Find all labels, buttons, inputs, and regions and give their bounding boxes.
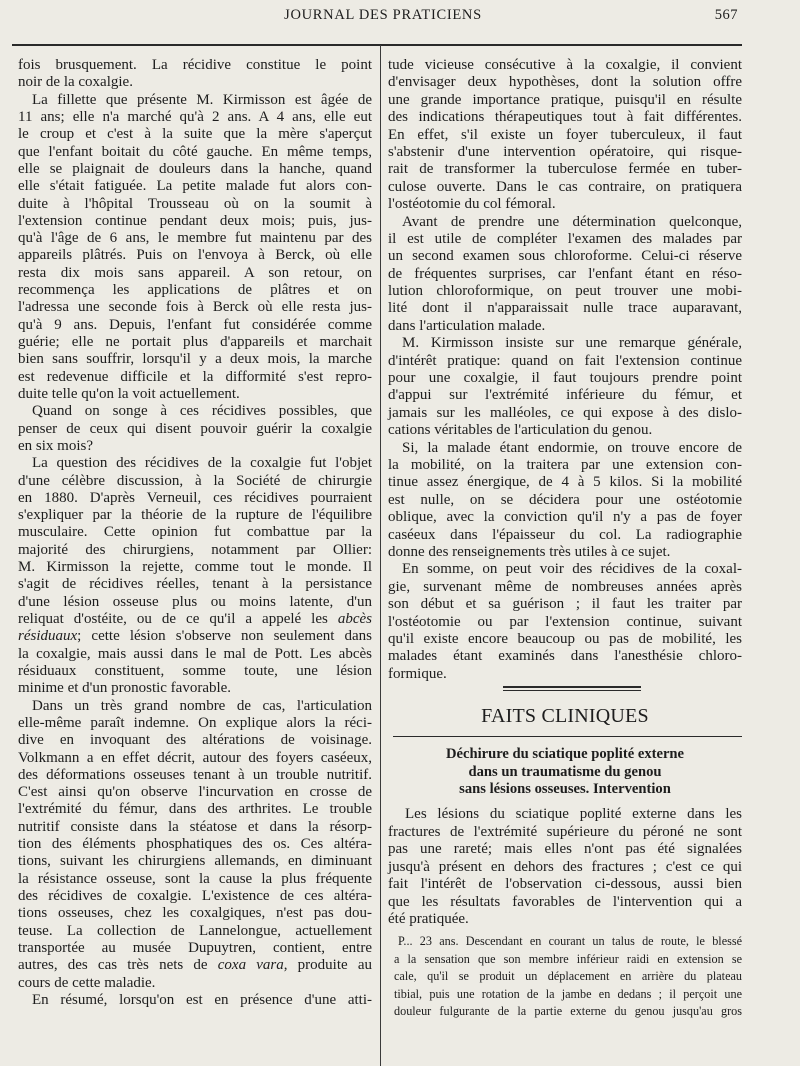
text-line: tibial, puis une rotation de la jambe en dedans ; il perçoit une — [394, 986, 742, 1001]
column-rule — [380, 45, 381, 1066]
text-line: l'adressa une seconde fois à Berck où elle resta jus- — [18, 299, 372, 316]
heading-rule — [393, 736, 742, 737]
paragraph — [18, 455, 372, 697]
text-line: de fréquentes surprises, car l'enfant étant en réso- — [388, 265, 742, 282]
text-line: transportée au musée Dupuytren, contient, entre — [18, 939, 372, 956]
text-line: résiduaux; cette lésion s'observe non seulement dans — [18, 628, 372, 645]
text-line: jamais sur les malléoles, ce qui expose à des dislo- — [388, 404, 742, 421]
text-line: C'est ainsi qu'on observe l'incurvation en crosse de — [18, 784, 372, 801]
text-line: la mobilité, on la traitera par une extension con- — [388, 456, 742, 473]
text-line: lité dont il n'apparaissait nulle trace auparavant, — [388, 300, 742, 317]
paragraph — [18, 992, 372, 1009]
text-line: en six mois? — [18, 437, 93, 454]
text-line: culose ouverte. Dans le cas contraire, on pratiquera — [388, 178, 742, 195]
text-line: qu'à l'âge de 6 ans, le membre fut maintenu par des — [18, 230, 372, 247]
text-line: fractures de l'extrémité supérieure du péroné ne sont — [388, 823, 742, 840]
text-line: un second examen sous chloroforme. Celui-ci réserve — [388, 248, 742, 265]
text-line: qu'à 9 ans. Depuis, l'enfant fut considérée comme — [18, 316, 372, 333]
paragraph — [18, 92, 372, 404]
article-title-line: dans un traumatisme du genou — [468, 763, 662, 780]
text-line: oblique, avec la conviction qu'il n'y a pas de foyer — [388, 509, 742, 526]
text-line: tions osseuses, chez les coxalgiques, n'est pas dou- — [18, 905, 372, 922]
text-line: recommença les applications de plâtres et on — [18, 282, 372, 299]
text-line: l'ostéotomie ou par l'extension continue, suivant — [388, 613, 742, 630]
text-line: d'appui sur l'extrémité inférieure du fémur, et — [388, 387, 742, 404]
text-line: bien sans souffrir, lorsqu'il y a deux mois, la marche — [18, 351, 372, 368]
text-line: minime et d'un pronostic favorable. — [18, 680, 232, 697]
text-line: l'ostéotomie du col fémoral. — [388, 196, 556, 213]
text-line: des récidives de coxalgie. L'existence de ces altéra- — [18, 888, 372, 904]
text-line: musculaire. Cette opinion fut combattue par la — [18, 524, 372, 541]
text-line: tion des éléments phosphatiques des os. Ces altéra- — [18, 836, 372, 853]
text-line: s'agit de récidives réelles, tenant à la persistance — [18, 576, 372, 593]
paragraph — [388, 806, 742, 929]
text-line: s'abstenir d'une intervention opératoire, qui risque- — [388, 143, 742, 160]
text-line: La fillette que présente M. Kirmisson est âgée de — [32, 91, 372, 108]
text-line: résiduaux constituent, somme toute, une lésion — [18, 662, 372, 679]
text-line: elle s'était fatiguée. La petite malade fut alors con- — [18, 178, 372, 195]
text-line: Si, la malade étant endormie, on trouve encore de — [402, 439, 742, 456]
paragraph — [18, 403, 372, 455]
text-line: que les résultats favorables de l'intervention qui a — [388, 893, 742, 910]
text-line: teuse. La collection de Lannelongue, actuellement — [18, 922, 372, 939]
text-line: son début et sa guérison ; il faut les traiter par — [388, 596, 742, 613]
text-line: En effet, s'il existe un foyer tuberculeux, il faut — [388, 126, 742, 143]
text-line: s'expliquer par la théorie de la rupture de l'équilibre — [18, 507, 372, 524]
text-line: Volkmann a en effet décrit, autour des foyers caséeux, — [18, 749, 372, 766]
text-line: cations véritables de l'articulation du genou. — [388, 422, 653, 439]
text-line: En résumé, lorsqu'on est en présence d'une atti- — [32, 991, 372, 1008]
text-line: cale, qu'il se produit un déplacement en arrière du plateau — [394, 969, 742, 983]
paragraph — [388, 214, 742, 336]
paragraph — [388, 561, 742, 683]
text-line: donne des renseignements très utiles à ce sujet. — [388, 543, 671, 560]
text-line: M. Kirmisson insiste sur une remarque générale, — [402, 335, 742, 352]
text-line: penser de ceux qui disent pouvoir guérir la coxalgie — [18, 420, 372, 437]
text-line: guérie; elle ne portait plus d'appareils et marchait — [18, 334, 372, 350]
text-line: le croup et c'est à la suite que la mère s'aperçut — [18, 126, 372, 143]
left-column — [18, 57, 372, 1009]
text-line: pas une rareté; mais elles n'ont pas été signalées — [388, 841, 742, 857]
ornament-rule — [503, 686, 641, 692]
text-line: a la sensation que son membre inférieur raidi en extension se — [394, 951, 742, 966]
text-line: que l'enfant boitait du côté gauche. En même temps, — [18, 143, 372, 160]
section-heading: FAITS CLINIQUES — [481, 705, 649, 727]
text-line: P... 23 ans. Descendant en courant un talus de route, le blessé — [398, 934, 742, 948]
text-line: Les lésions du sciatique poplité externe dans les — [405, 806, 742, 822]
text-line: noir de la coxalgie. — [18, 74, 133, 91]
text-line: d'une lésion osseuse plus ou moins latente, d'un — [18, 593, 372, 610]
paragraph — [388, 335, 742, 439]
text-line: est redevenue difficile et la difformité s'est repro- — [18, 368, 372, 385]
text-line: elle se plaignait de douleurs dans la hanche, quand — [18, 160, 372, 177]
paragraph — [18, 698, 372, 992]
text-line: il est utile de compléter l'examen des malades par — [388, 230, 742, 247]
text-line: dans l'articulation malade. — [388, 317, 546, 334]
text-line: d'une célèbre discussion, à la Société de chirurgie — [18, 472, 372, 489]
text-line: resta dix mois sans appareil. A son retour, on — [18, 264, 372, 281]
article-title-line: Déchirure du sciatique poplité externe — [445, 746, 685, 762]
text-line: nutritif consiste dans la stéatose et dans la résorp- — [18, 818, 372, 835]
text-line: formique. — [388, 665, 447, 682]
text-line: tude vicieuse consécutive à la coxalgie, il convient — [388, 57, 742, 73]
article-title-line: sans lésions osseuses. Intervention — [459, 781, 671, 797]
header-rule — [12, 44, 742, 46]
text-line: la coxalgie, mais aussi dans le mal de Pott. Les abcès — [18, 645, 372, 662]
text-line: malades étant examinés dans l'anesthésie chloro- — [388, 648, 742, 665]
case-note — [394, 933, 742, 1021]
right-column — [388, 57, 742, 683]
text-line: qu'il existe encore beaucoup ou pas de mobilité, les — [388, 630, 742, 647]
article-title — [388, 746, 742, 799]
text-line: pour une coxalgie, il faut toujours prendre point — [388, 370, 742, 387]
text-line: la résistance osseuse, sont la cause la plus fréquente — [18, 870, 372, 887]
text-line: l'extrémité du fémur, dans des arthrites. Le trouble — [18, 801, 372, 818]
text-line: duite telle qu'on la voit actuellement. — [18, 385, 240, 402]
text-line: une grande importance pratique, puisqu'il en résulte — [388, 91, 742, 108]
text-line: des déformations osseuses tenant à un trouble nutritif. — [18, 766, 372, 783]
text-line: caséeux dans l'épaisseur du col. La radiographie — [388, 526, 742, 543]
text-line: d'envisager deux hypothèses, dont la solution offre — [388, 74, 742, 91]
text-line: d'intérêt pratique: quand on fait l'extension continue — [388, 352, 742, 369]
text-line: M. Kirmisson la rejette, comme tout le monde. Il — [18, 559, 372, 576]
text-line: été pratiquée. — [388, 911, 469, 927]
text-line: en 1880. D'après Verneuil, ces récidives pourraient — [18, 489, 372, 506]
text-line: tions, suivant les chirurgiens allemands, en diminuant — [18, 853, 372, 870]
running-head: JOURNAL DES PRATICIENS — [284, 7, 482, 23]
text-line: La question des récidives de la coxalgie fut l'objet — [32, 455, 372, 472]
text-line: majorité des chirurgiens, notamment par Ollier: — [18, 541, 372, 558]
text-line: duite à l'hôpital Trousseau où on la soumit à — [18, 195, 372, 212]
text-line: fait l'intérêt de l'observation ci-dessous, aussi bien — [388, 876, 742, 892]
text-line: l'extension continue pendant deux mois; puis, jus- — [18, 212, 372, 229]
text-line: elle-même paraît indemne. On explique alors la réci- — [18, 714, 372, 731]
text-line: lution chloroformique, on peut trouver une mobi- — [388, 283, 742, 300]
text-line: est nulle, on se décidera pour une ostéotomie — [388, 491, 742, 508]
text-line: appareils plâtrés. Puis on l'envoya à Berck, où elle — [18, 247, 372, 264]
text-line: rait de transformer la tuberculose fermée en tuber- — [388, 161, 742, 178]
text-line: Avant de prendre une détermination quelconque, — [402, 213, 742, 230]
paragraph — [394, 933, 742, 1021]
text-line: En somme, on peut voir des récidives de la coxal- — [402, 561, 742, 578]
paragraph — [18, 57, 372, 92]
text-line: cours de cette maladie. — [18, 974, 156, 991]
italic-term: abcès — [337, 611, 372, 627]
paragraph — [388, 57, 742, 214]
text-line: fois brusquement. La récidive constitue le point — [18, 57, 372, 73]
page-number: 567 — [714, 7, 738, 23]
text-line: 11 ans; elle n'a marché qu'à 2 ans. A 4 ans, elle eut — [18, 108, 372, 125]
text-line: jusqu'à présent en dehors des fractures ; c'est ce qui — [388, 858, 742, 875]
text-line: reliquat d'ostéite, ou de ce qu'il a appelé les abcès — [18, 611, 372, 627]
italic-term: résiduaux — [18, 628, 78, 645]
text-line: autres, des cas très nets de coxa vara, produite au — [18, 957, 372, 974]
text-line: douleur fulgurante de la partie externe du genou jusqu'au gros — [394, 1004, 742, 1018]
text-line: Quand on songe à ces récidives possibles, que — [32, 403, 372, 420]
text-line: dive en invoquant des altérations de voisinage. — [18, 732, 372, 749]
text-line: Dans un très grand nombre de cas, l'articulation — [32, 697, 372, 714]
italic-term: coxa vara — [217, 957, 284, 974]
paragraph — [388, 440, 742, 562]
text-line: tinue assez énergique, de 4 à 5 kilos. Si la mobilité — [388, 474, 742, 491]
text-line: gie, survenant même de nombreuses années après — [388, 578, 742, 595]
text-line: des indications thérapeutiques tout à fait différentes. — [388, 109, 742, 126]
article-body — [388, 806, 742, 929]
